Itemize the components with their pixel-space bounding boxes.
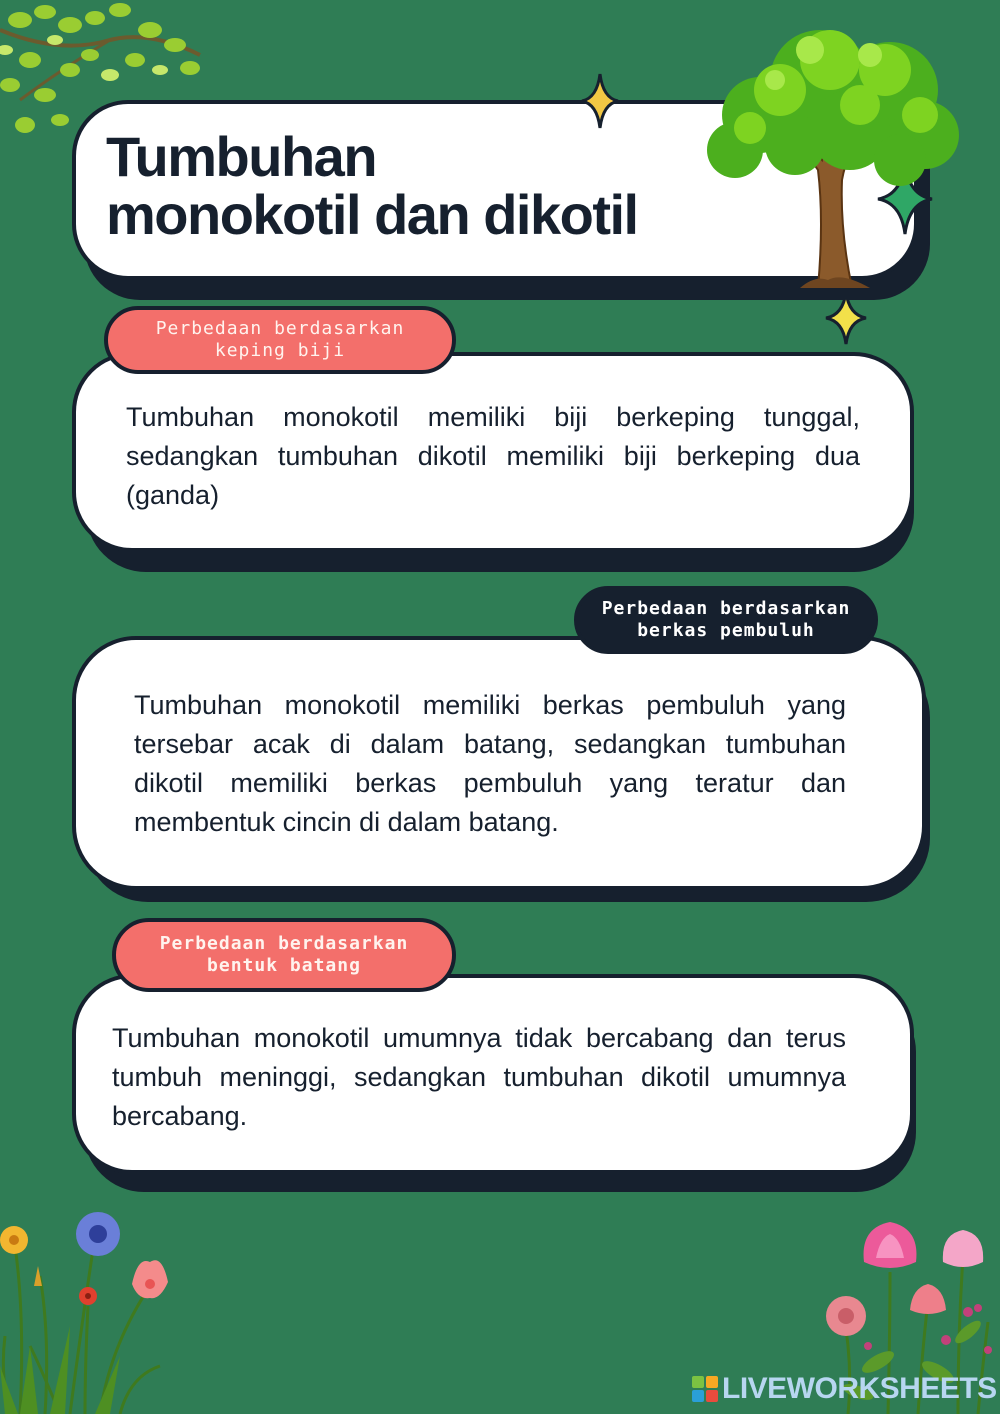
watermark-text: LIVEWORKSHEETS: [722, 1372, 997, 1405]
info-text-bentuk-batang: Tumbuhan monokotil umumnya tidak bercabang dan terus tumbuh meninggi, sedangkan tumbuhan dikotil umumnya bercabang.: [112, 1023, 846, 1131]
wildflowers-icon: [0, 1196, 200, 1414]
sparkle-icon: [824, 290, 868, 346]
tree-icon: [700, 10, 965, 288]
liveworksheets-logo-icon: [692, 1376, 718, 1402]
tag-berkas-pembuluh: Perbedaan berdasarkan berkas pembuluh: [574, 586, 878, 654]
tag-bentuk-batang: Perbedaan berdasarkan bentuk batang: [112, 918, 456, 992]
info-text-berkas-pembuluh: Tumbuhan monokotil memiliki berkas pembuluh yang tersebar acak di dalam batang, sedangkan tumbuhan dikotil memiliki berkas pembuluh yang teratur dan membentuk cincin di dalam batang.: [134, 690, 846, 837]
page-title: Tumbuhan monokotil dan dikotil: [106, 125, 638, 246]
liveworksheets-watermark: [692, 1372, 997, 1406]
info-text-keping-biji: Tumbuhan monokotil memiliki biji berkeping tunggal, sedangkan tumbuhan dikotil memiliki biji berkeping dua (ganda): [126, 402, 860, 510]
sparkle-icon: [580, 72, 620, 130]
tag-keping-biji: Perbedaan berdasarkan keping biji: [104, 306, 456, 374]
